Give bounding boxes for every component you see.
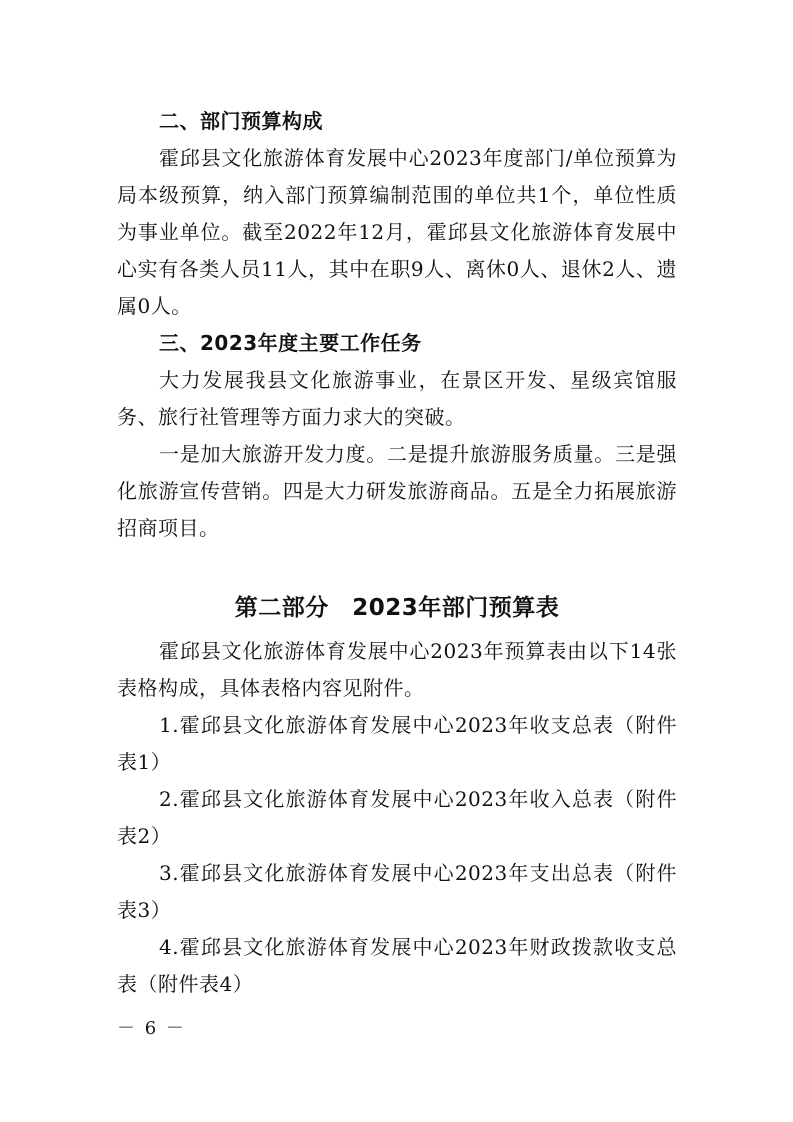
part-two-intro-paragraph: 霍邱县文化旅游体育发展中心2023年预算表由以下14张表格构成，具体表格内容见附件。 [117,639,677,700]
main-tasks-paragraph-2: 一是加大旅游开发力度。二是提升旅游服务质量。三是强化旅游宣传营销。四是大力研发旅游商品。五是全力拓展旅游招商项目。 [117,442,677,540]
table-list-item: 4.霍邱县文化旅游体育发展中心2023年财政拨款收支总表（附件表4） [117,935,677,996]
table-list-item: 2.霍邱县文化旅游体育发展中心2023年收入总表（附件表2） [117,787,677,848]
main-tasks-paragraph-1: 大力发展我县文化旅游事业，在景区开发、星级宾馆服务、旅行社管理等方面力求大的突破。 [117,368,677,429]
table-list-item: 1.霍邱县文化旅游体育发展中心2023年收支总表（附件表1） [117,713,677,774]
section-heading-budget-composition: 二、部门预算构成 [159,109,323,133]
section-heading-main-tasks: 三、2023年度主要工作任务 [159,331,422,355]
budget-composition-paragraph: 霍邱县文化旅游体育发展中心2023年度部门/单位预算为局本级预算，纳入部门预算编制范围的单位共1个，单位性质为事业单位。截至2022年12月，霍邱县文化旅游体育发展中心实有各类人员11人，其中在职9人、离休0人、退休2人、遗属0人。 [117,146,677,318]
page-number: － 6 － [117,1018,186,1039]
table-list-item: 3.霍邱县文化旅游体育发展中心2023年支出总表（附件表3） [117,861,677,922]
part-two-title: 第二部分 2023年部门预算表 [234,595,560,621]
